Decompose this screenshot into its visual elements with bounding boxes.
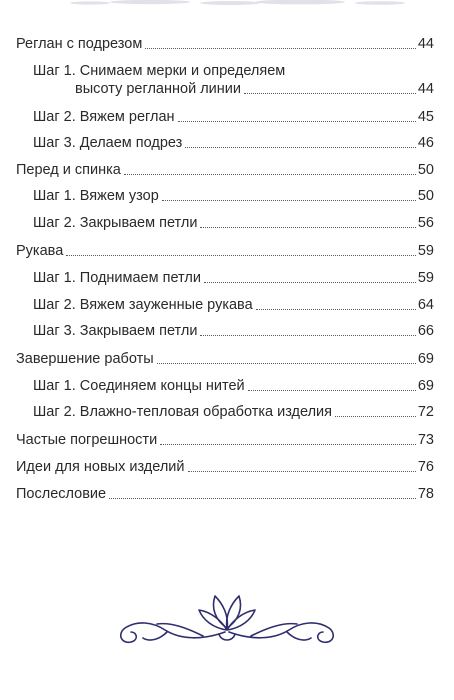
toc-entry[interactable] — [16, 485, 434, 503]
toc-entry-page: 46 — [417, 135, 434, 151]
toc-entry[interactable] — [16, 350, 434, 368]
toc-entry-page: 44 — [417, 36, 434, 52]
toc-leader-dots — [335, 416, 416, 417]
toc-entry-title: Шаг 1. Вяжем узор — [33, 188, 159, 204]
toc-entry-title-line1: Шаг 1. Снимаем мерки и определяем — [33, 63, 286, 79]
toc-entry-title: Идеи для новых изделий — [16, 459, 185, 475]
toc-entry-title: Шаг 3. Делаем подрез — [33, 135, 183, 151]
toc-leader-dots — [178, 121, 416, 122]
toc-entry-page: 64 — [417, 297, 434, 313]
toc-entry-page: 78 — [417, 486, 434, 502]
toc-leader-dots — [185, 147, 416, 148]
toc-entry-page: 59 — [417, 270, 434, 286]
toc-entry[interactable] — [16, 458, 434, 476]
toc-entry-page: 50 — [417, 188, 434, 204]
toc-entry-title: Шаг 1. Поднимаем петли — [33, 270, 201, 286]
toc-entry-page: 69 — [417, 378, 434, 394]
toc-leader-dots — [124, 174, 416, 175]
toc-leader-dots — [66, 255, 416, 256]
floral-flourish-icon — [107, 590, 347, 650]
toc-entry-page: 59 — [417, 243, 434, 259]
toc-entry-page: 73 — [417, 432, 434, 448]
toc-entry-page: 56 — [417, 215, 434, 231]
toc-entry-title: Шаг 3. Закрываем петли — [33, 323, 198, 339]
toc-leader-dots — [160, 444, 416, 445]
toc-leader-dots — [109, 498, 416, 499]
toc-leader-dots — [204, 282, 416, 283]
toc-entry[interactable] — [33, 214, 434, 232]
toc-entry-title: Шаг 2. Вяжем зауженные рукава — [33, 297, 253, 313]
toc-entry[interactable] — [16, 431, 434, 449]
toc-entry-page: 44 — [417, 81, 434, 97]
toc-entry-title: Завершение работы — [16, 351, 154, 367]
toc-entry-title: Послесловие — [16, 486, 107, 502]
toc-leader-dots — [188, 471, 416, 472]
toc-entry-page: 76 — [417, 459, 434, 475]
toc-entry[interactable] — [33, 108, 434, 126]
toc-leader-dots — [145, 48, 416, 49]
toc-leader-dots — [157, 363, 416, 364]
toc-entry-title: Шаг 2. Вяжем реглан — [33, 109, 175, 125]
toc-entry[interactable] — [33, 403, 434, 421]
toc-entry[interactable] — [16, 161, 434, 179]
toc-entry[interactable] — [33, 269, 434, 287]
toc-entry[interactable] — [33, 296, 434, 314]
toc-entry[interactable] — [33, 187, 434, 205]
toc-entry[interactable] — [33, 322, 434, 340]
toc-entry-title: высоту регланной линии — [75, 81, 241, 97]
toc-entry-title: Перед и спинка — [16, 162, 121, 178]
toc-entry[interactable] — [33, 377, 434, 395]
toc-entry-title: Шаг 2. Закрываем петли — [33, 215, 198, 231]
toc-entry[interactable] — [16, 242, 434, 260]
toc-entry-title: Рукава — [16, 243, 64, 259]
toc-leader-dots — [200, 227, 415, 228]
toc-entry-page: 69 — [417, 351, 434, 367]
toc-leader-dots — [200, 335, 415, 336]
toc-entry-title: Шаг 2. Влажно-тепловая обработка изделия — [33, 404, 332, 420]
toc-entry-page: 50 — [417, 162, 434, 178]
toc-entry[interactable] — [16, 35, 434, 53]
toc-leader-dots — [244, 93, 416, 94]
toc-leader-dots — [256, 309, 416, 310]
toc-leader-dots — [162, 200, 416, 201]
toc-entry-title: Реглан с подрезом — [16, 36, 143, 52]
toc-entry-page: 66 — [417, 323, 434, 339]
toc-entry-page: 45 — [417, 109, 434, 125]
toc-entry-title: Частые погрешности — [16, 432, 158, 448]
toc-entry[interactable] — [33, 62, 434, 98]
toc-leader-dots — [248, 390, 416, 391]
toc-entry-title: Шаг 1. Соединяем концы нитей — [33, 378, 245, 394]
toc-entry[interactable] — [33, 134, 434, 152]
toc-entry-page: 72 — [417, 404, 434, 420]
